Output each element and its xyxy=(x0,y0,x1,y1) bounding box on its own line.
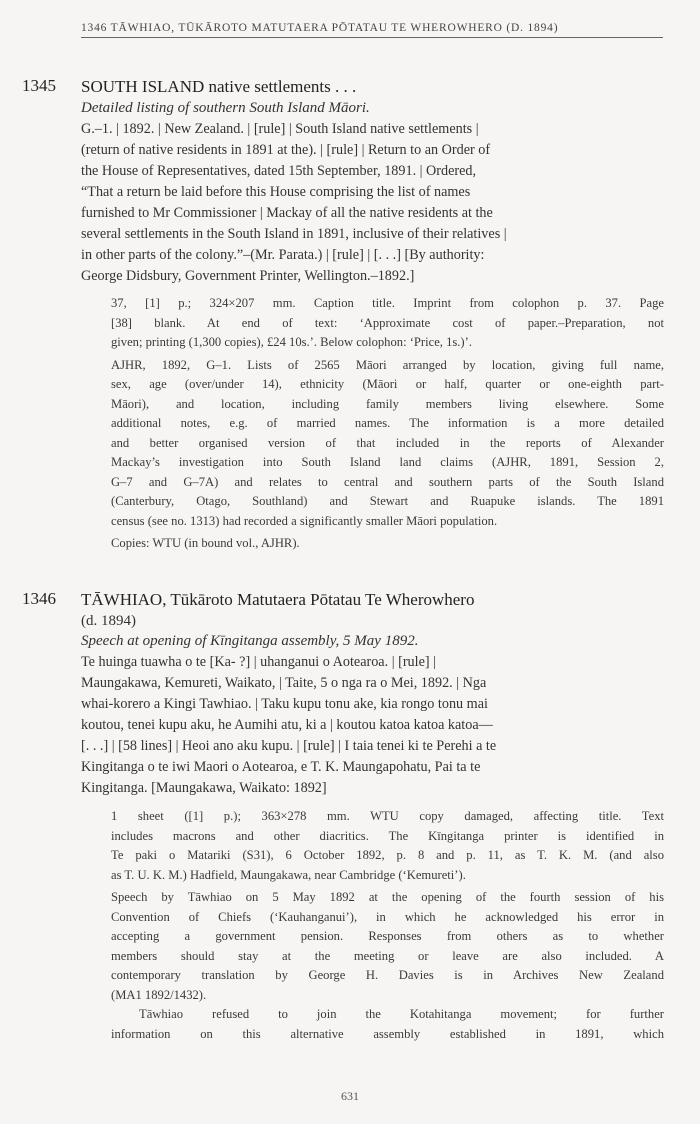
entry-note-continued: Tāwhiao refused to join the Kotahitanga movement; for further information on this alternative assembly established in 1891, which xyxy=(111,1007,664,1041)
entry-number: 1345 xyxy=(22,76,56,95)
entry-description: G.–1. | 1892. | New Zealand. | [rule] | South Island native settlements | (return of native residents in 1891 at the). | [rule] | Return to an Order of the House of Representatives, dated 15th September, 1891. | Ordered, “That a return be laid before this House comprising the list of names furnished to Mr Commissioner | Mackay of all the native residents at the several settlements in the South Island in 1891, inclusive of their relatives | in other parts of the colony.”–(Mr. Parata.) | [rule] | [. . .] [By authority: George Didsbury, Government Printer, Wellington.–1892.] xyxy=(81,121,507,284)
entry-copies: Copies: WTU (in bound vol., AJHR). xyxy=(111,536,300,550)
entry-physical-description: 37, [1] p.; 324×207 mm. Caption title. Imprint from colophon p. 37. Page [38] blank. At end of text: ‘Approximate cost of paper.–Preparation, not given; printing (1,300 copies), £24 10s.’. Below colophon: ‘Price, 1s.)’. xyxy=(111,296,664,349)
entry-heading: TĀWHIAO, Tūkāroto Matutaera Pōtatau Te Wherowhero xyxy=(81,590,475,609)
page-number: 631 xyxy=(341,1089,359,1103)
entry-note: Speech by Tāwhiao on 5 May 1892 at the opening of the fourth session of his Convention of Chiefs (‘Kauhanganui’), in which he acknowledged his error in accepting a government pension. Responses from others as to whether members should stay at the meeting or leave are also included. A contemporary translation by George H. Davies is in Archives New Zealand (MA1 1892/1432). xyxy=(111,890,664,1002)
entry-heading-dates: (d. 1894) xyxy=(81,613,136,629)
entry-description: Te huinga tuawha o te [Ka- ?] | uhanganui o Aotearoa. | [rule] | Maungakawa, Kemureti, Waikato, | Taite, 5 o nga ra o Mei, 1892. | Nga whai-korero a Kingi Tawhiao. | Taku kupu tonu ake, kia rongo tonu mai koutou, tenei kupu aku, he Aumihi atu, ki a | koutou katoa katoa katoa— [. . .] | [58 lines] | Heoi ano aku kupu. | [rule] | I taia tenei ki te Perehi a te Kingitanga o te iwi Maori o Aotearoa, e T. K. Maungapohatu, Pai ta te Kingitanga. [Maungakawa, Waikato: 1892] xyxy=(81,654,497,796)
entry-note: AJHR, 1892, G–1. Lists of 2565 Māori arranged by location, giving full name, sex, age (over/under 14), ethnicity (Māori or half, quarter or one-eighth part- Māori), and location, including family members living elsewhere. Some additional notes, e.g. of married names. The information is a more detailed and better organised version of that included in the reports of Alexander Mackay’s investigation into South Island land claims (AJHR, 1891, Session 2, G–7 and G–7A) and relates to central and southern parts of the South Island (Canterbury, Otago, Southland) and Stewart and Ruapuke islands. The 1891 census (see no. 1313) had recorded a significantly smaller Māori population. xyxy=(111,357,664,528)
entry-heading: SOUTH ISLAND native settlements . . . xyxy=(81,77,357,96)
entry-subtitle: Detailed listing of southern South Island Māori. xyxy=(81,100,370,116)
entry-subtitle: Speech at opening of Kīngitanga assembly, 5 May 1892. xyxy=(81,633,419,649)
running-head: 1346 TĀWHIAO, TŪKĀROTO MATUTAERA PŌTATAU TE WHEROWHERO (D. 1894) xyxy=(81,22,663,38)
entry-number: 1346 xyxy=(22,589,56,608)
entry-physical-description: 1 sheet ([1] p.); 363×278 mm. WTU copy damaged, affecting title. Text includes macrons and other diacritics. The Kīngitanga printer is identified in Te paki o Matariki (S31), 6 October 1892, p. 8 and p. 11, as T. K. M. (and also as T. U. K. M.) Hadfield, Maungakawa, near Cambridge (‘Kemureti’). xyxy=(111,809,664,882)
